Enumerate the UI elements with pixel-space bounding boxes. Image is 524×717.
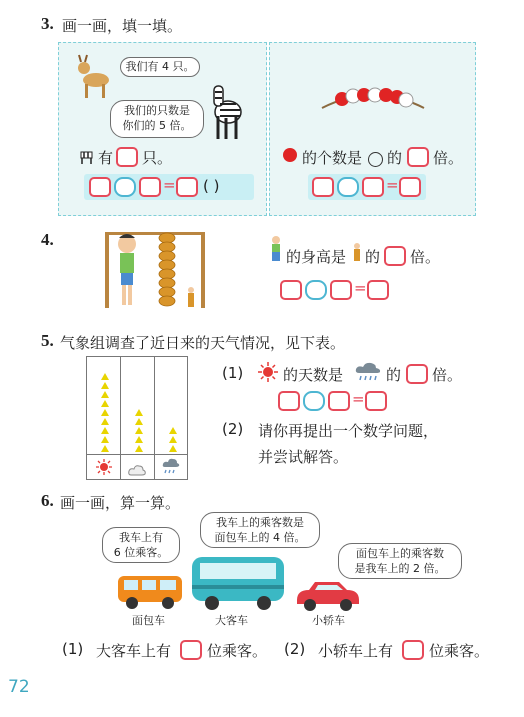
- q6-part1-unit: 位乘客。: [207, 642, 268, 660]
- car-passengers-answer-box[interactable]: [402, 640, 424, 660]
- q4-eq-box-2[interactable]: [330, 280, 352, 300]
- weather-table-divider: [120, 357, 121, 479]
- q5-part1-label: (1): [222, 364, 244, 382]
- cloudy-tally-mark: [135, 445, 143, 452]
- boy-small-icon: [269, 236, 283, 266]
- q4-eq-box-1[interactable]: [280, 280, 302, 300]
- doll-small-icon: [352, 242, 362, 266]
- times-text: 倍。: [432, 366, 463, 384]
- rainy-tally-mark: [169, 445, 177, 452]
- weather-table-divider: [154, 357, 155, 479]
- q3-right-eq-box-2[interactable]: [362, 177, 384, 197]
- q4-eq-operator[interactable]: [305, 280, 327, 300]
- rainy-icon: [162, 458, 180, 480]
- q6-title: 画一画，算一算。: [60, 494, 181, 512]
- equals-sign: =: [352, 390, 365, 408]
- q3-title: 画一画，填一填。: [62, 17, 183, 35]
- bubble-bus: 我车上的乘客数是 面包车上的 4 倍。: [200, 512, 320, 548]
- q5-eq-operator[interactable]: [303, 391, 325, 411]
- height-times-answer-box[interactable]: [384, 246, 406, 266]
- zebra-count-answer-box[interactable]: [116, 147, 138, 167]
- equals-sign: =: [386, 176, 399, 194]
- q3-left-eq-operator[interactable]: [114, 177, 136, 197]
- height-text: 的身高是: [286, 248, 347, 266]
- q5-eq-box-2[interactable]: [328, 391, 350, 411]
- q5-eq-result[interactable]: [365, 391, 387, 411]
- car-icon: [293, 578, 361, 616]
- equals-sign: =: [163, 176, 176, 194]
- q4-number: 4.: [41, 230, 54, 249]
- q6-number: 6.: [41, 491, 54, 510]
- of-text: 的: [386, 366, 402, 384]
- q6-part1-label: (1): [62, 640, 84, 658]
- q5-part2-label: (2): [222, 420, 244, 438]
- sunny-icon: [258, 362, 278, 386]
- van-icon: [116, 570, 184, 614]
- q5-title: 气象组调查了近日来的天气情况，见下表。: [60, 334, 346, 352]
- q6-part2-text: 小轿车上有: [318, 642, 394, 660]
- beads-icon: [320, 86, 426, 120]
- bubble-deer: 我们有 4 只。: [120, 57, 200, 77]
- q6-part1-text: 大客车上有: [96, 642, 172, 660]
- sunny-tally-mark: [101, 373, 109, 380]
- q3-right-eq-box-1[interactable]: [312, 177, 334, 197]
- sunny-tally-mark: [101, 418, 109, 425]
- q4-eq-result[interactable]: [367, 280, 389, 300]
- sunny-tally-mark: [101, 382, 109, 389]
- sunny-tally-mark: [101, 400, 109, 407]
- bubble-car: 面包车上的乘客数 是我车上的 2 倍。: [338, 543, 462, 579]
- weather-table: [86, 356, 188, 480]
- rainy-tally-mark: [169, 427, 177, 434]
- cloudy-tally-mark: [135, 418, 143, 425]
- cloudy-icon: [128, 461, 146, 480]
- bus-label: 大客车: [215, 614, 248, 627]
- equals-sign: =: [354, 279, 367, 297]
- sunny-icon: [96, 459, 112, 479]
- height-comparison-illustration: [105, 230, 205, 314]
- q5-eq-box-1[interactable]: [278, 391, 300, 411]
- q3-left-eq-box-1[interactable]: [89, 177, 111, 197]
- bus-icon: [190, 553, 286, 615]
- q6-part2-label: (2): [284, 640, 306, 658]
- deer-icon: [76, 54, 114, 104]
- sunny-tally-mark: [101, 391, 109, 398]
- cloudy-tally-mark: [135, 409, 143, 416]
- sunny-tally-mark: [101, 409, 109, 416]
- unit-zhi: 只。: [142, 149, 173, 167]
- bead-times-answer-box[interactable]: [407, 147, 429, 167]
- q3-right-eq-result[interactable]: [399, 177, 421, 197]
- q3-left-eq-result[interactable]: [176, 177, 198, 197]
- times-text: 倍。: [433, 149, 464, 167]
- of-text: 的: [387, 149, 403, 167]
- sunny-tally-mark: [101, 436, 109, 443]
- zebra-icon: [206, 80, 248, 146]
- q3-left-eq-box-2[interactable]: [139, 177, 161, 197]
- q6-part2-unit: 位乘客。: [429, 642, 490, 660]
- ball-count-text: 的个数是: [302, 149, 363, 167]
- q5-part1-text: 的天数是: [283, 366, 344, 384]
- page-number: 72: [8, 677, 30, 697]
- van-label: 面包车: [132, 614, 165, 627]
- sunny-tally-mark: [101, 445, 109, 452]
- rainy-icon: [355, 362, 381, 386]
- white-circle-icon: [368, 150, 383, 169]
- zebra-has-text: 有: [98, 149, 114, 167]
- red-ball-icon: [283, 148, 297, 162]
- cloudy-tally-mark: [135, 436, 143, 443]
- weather-times-answer-box[interactable]: [406, 364, 428, 384]
- sunny-tally-mark: [101, 427, 109, 434]
- q5-part2-line2: 并尝试解答。: [258, 448, 349, 466]
- q3-right-eq-operator[interactable]: [337, 177, 359, 197]
- q5-number: 5.: [41, 331, 54, 350]
- zebra-small-icon: [79, 147, 95, 169]
- bubble-zebra: 我们的只数是 你们的 5 倍。: [110, 100, 204, 138]
- cloudy-tally-mark: [135, 427, 143, 434]
- bus-passengers-answer-box[interactable]: [180, 640, 202, 660]
- bubble-van: 我车上有 6 位乘客。: [102, 527, 180, 563]
- weather-table-divider: [87, 454, 187, 455]
- rainy-tally-mark: [169, 436, 177, 443]
- q3-unit-paren: ( ): [203, 177, 220, 195]
- of-text: 的: [365, 248, 381, 266]
- q3-number: 3.: [41, 14, 54, 33]
- q5-part2-line1: 请你再提出一个数学问题，: [258, 422, 439, 440]
- times-text: 倍。: [410, 248, 441, 266]
- car-label: 小轿车: [312, 614, 345, 627]
